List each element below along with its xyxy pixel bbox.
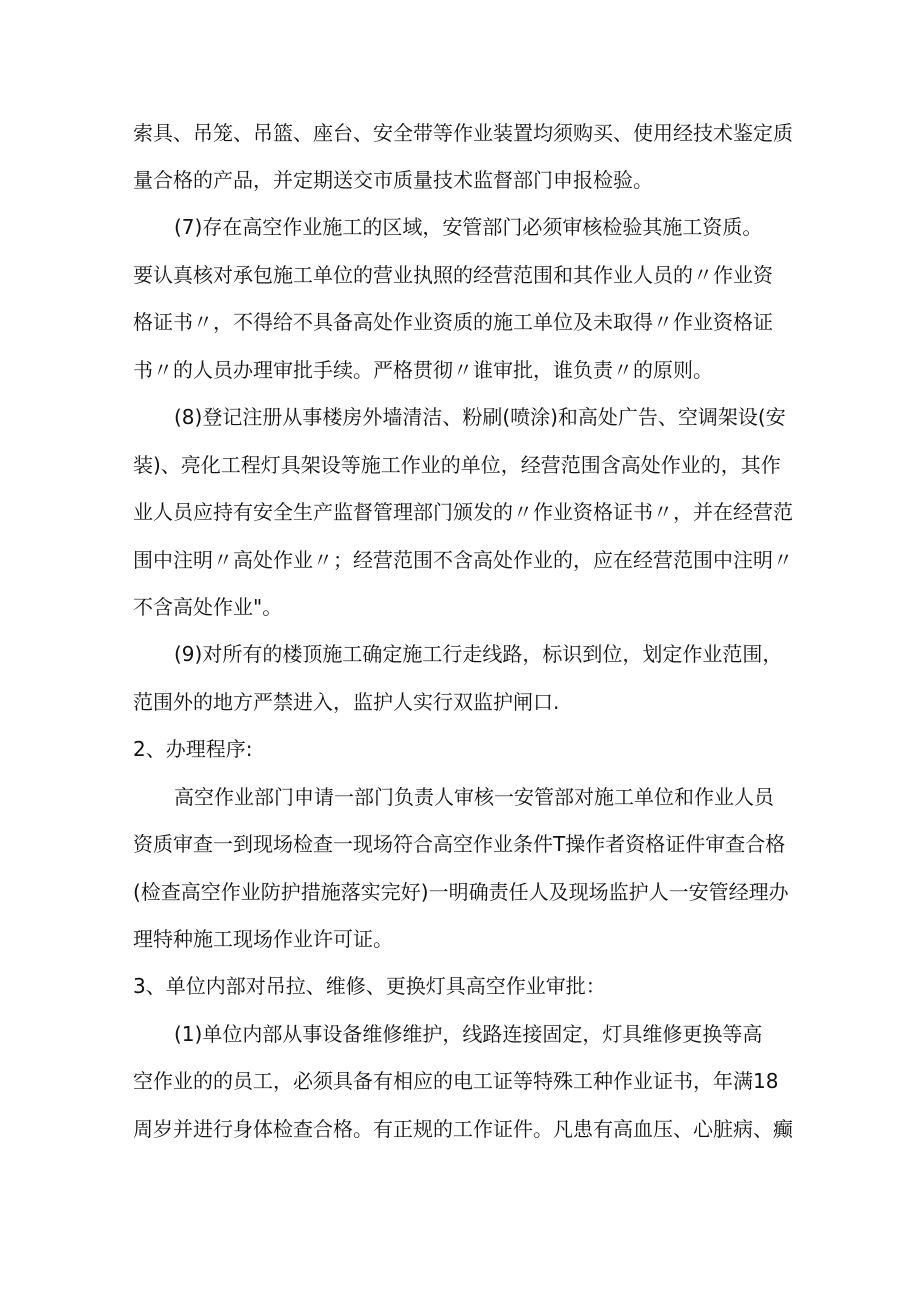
text-line: (9)对所有的楼顶施工确定施工行走线路，标识到位，划定作业范围，: [174, 642, 783, 666]
text-line: 3、单位内部对吊拉、维修、更换灯具高空作业审批：: [133, 974, 606, 998]
text-line: 量合格的产品，并定期送交市质量技术监督部门申报检验。: [133, 168, 653, 192]
text-line: 围中注明〃高处作业〃；经营范围不含高处作业的，应在经营范围中注明〃: [133, 548, 793, 572]
text-line: 理特种施工现场作业许可证。: [133, 927, 393, 951]
text-line: (7)存在高空作业施工的区域，安管部门必须审核检验其施工资质。: [174, 215, 763, 239]
text-line: 要认真核对承包施工单位的营业执照的经营范围和其作业人员的〃作业资: [133, 263, 773, 287]
text-line: 2、办理程序:: [133, 737, 253, 761]
text-line: (检查高空作业防护措施落实完好)一明确责任人及现场监护人一安管经理办: [133, 880, 789, 904]
text-line: 范围外的地方严禁进入，监护人实行双监护闸口.: [133, 690, 560, 714]
text-line: (8)登记注册从事楼房外墙清洁、粉刷(喷涂)和高处广告、空调架设(安: [174, 405, 786, 429]
text-line: 周岁并进行身体检查合格。有正规的工作证件。凡患有高血压、心脏病、癫: [133, 1117, 793, 1141]
text-line: (1)单位内部从事设备维修维护，线路连接固定，灯具维修更换等高: [174, 1022, 763, 1046]
text-line: 高空作业部门申请一部门负责人审核一安管部对施工单位和作业人员: [174, 785, 774, 809]
text-line: 资质审查一到现场检查一现场符合高空作业条件T操作者资格证件审查合格: [133, 832, 786, 856]
text-line: 格证书〃，不得给不具备高处作业资质的施工单位及未取得〃作业资格证: [133, 310, 773, 334]
text-line: 装)、亮化工程灯具架设等施工作业的单位，经营范围含高处作业的，其作: [133, 453, 781, 477]
text-line: 业人员应持有安全生产监督管理部门颁发的〃作业资格证书〃，并在经营范: [133, 500, 793, 524]
text-line: 空作业的的员工，必须具备有相应的电工证等特殊工种作业证书，年满18: [133, 1069, 779, 1093]
text-line: 不含高处作业"。: [133, 595, 283, 619]
text-line: 书〃的人员办理审批手续。严格贯彻〃谁审批，谁负责〃的原则。: [133, 358, 713, 382]
text-line: 索具、吊笼、吊篮、座台、安全带等作业装置均须购买、使用经技术鉴定质: [133, 121, 793, 145]
